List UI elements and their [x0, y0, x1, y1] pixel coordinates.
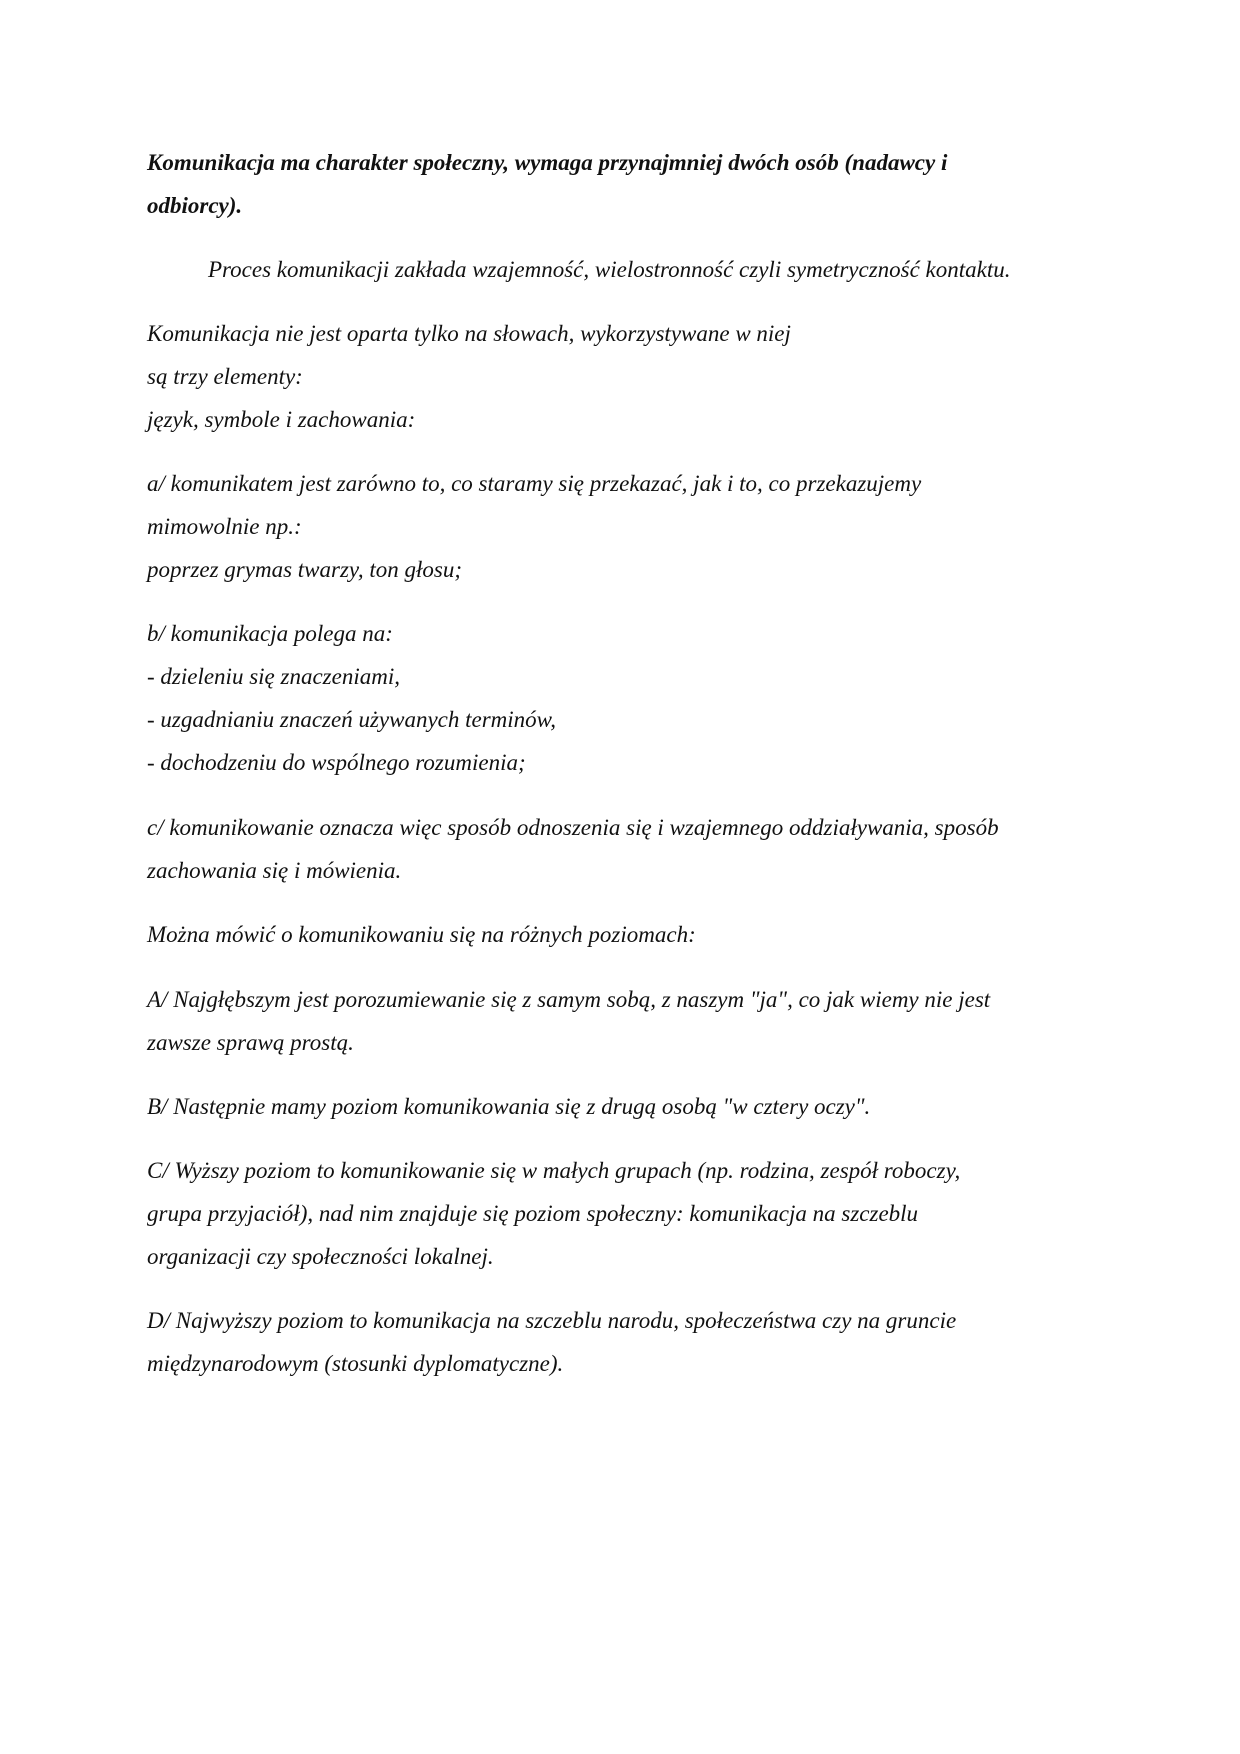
- paragraph-line: język, symbole i zachowania:: [147, 407, 416, 432]
- list-item: - dochodzeniu do wspólnego rozumienia;: [147, 750, 526, 775]
- paragraph-line: grupa przyjaciół), nad nim znajduje się poziom społeczny: komunikacja na szczeblu: [147, 1201, 919, 1226]
- paragraph-level-c: [147, 1149, 1107, 1278]
- paragraph-line: B/ Następnie mamy poziom komunikowania się z drugą osobą "w cztery oczy".: [147, 1094, 871, 1119]
- document-heading: [147, 141, 1107, 227]
- paragraph-line: są trzy elementy:: [147, 364, 303, 389]
- paragraph-line: D/ Najwyższy poziom to komunikacja na szczeblu narodu, społeczeństwa czy na gruncie: [147, 1308, 957, 1333]
- paragraph-levels-intro: [147, 913, 1107, 956]
- paragraph-line: b/ komunikacja polega na:: [147, 621, 393, 646]
- paragraph-line: Można mówić o komunikowaniu się na różnych poziomach:: [147, 922, 696, 947]
- paragraph-line: C/ Wyższy poziom to komunikowanie się w małych grupach (np. rodzina, zespół roboczy,: [147, 1158, 961, 1183]
- paragraph-elements: [147, 312, 1107, 441]
- paragraph-line: zawsze sprawą prostą.: [147, 1030, 354, 1055]
- paragraph-line: Komunikacja nie jest oparta tylko na słowach, wykorzystywane w niej: [147, 321, 791, 346]
- paragraph-line: a/ komunikatem jest zarówno to, co staramy się przekazać, jak i to, co przekazujemy: [147, 471, 922, 496]
- paragraph-line: A/ Najgłębszym jest porozumiewanie się z samym sobą, z naszym "ja", co jak wiemy nie jest: [147, 987, 991, 1012]
- paragraph-level-d: [147, 1299, 1107, 1385]
- paragraph-line: zachowania się i mówienia.: [147, 858, 402, 883]
- list-item: - uzgadnianiu znaczeń używanych terminów,: [147, 707, 557, 732]
- paragraph-point-c: [147, 806, 1107, 892]
- paragraph-line: organizacji czy społeczności lokalnej.: [147, 1244, 494, 1269]
- heading-line: Komunikacja ma charakter społeczny, wymaga przynajmniej dwóch osób (nadawcy i: [147, 150, 948, 175]
- paragraph-line: Proces komunikacji zakłada wzajemność, wielostronność czyli symetryczność kontaktu.: [208, 257, 1011, 282]
- paragraph-point-b: [147, 612, 1107, 784]
- paragraph-line: międzynarodowym (stosunki dyplomatyczne).: [147, 1351, 564, 1376]
- paragraph-level-a: [147, 978, 1107, 1064]
- paragraph-level-b: [147, 1085, 1107, 1128]
- heading-line: odbiorcy).: [147, 193, 243, 218]
- list-item: - dzieleniu się znaczeniami,: [147, 664, 400, 689]
- paragraph-line: c/ komunikowanie oznacza więc sposób odnoszenia się i wzajemnego oddziaływania, sposób: [147, 815, 999, 840]
- paragraph-line: mimowolnie np.:: [147, 514, 302, 539]
- paragraph-line: poprzez grymas twarzy, ton głosu;: [147, 557, 462, 582]
- paragraph-process: [208, 248, 1168, 291]
- paragraph-point-a: [147, 462, 1107, 591]
